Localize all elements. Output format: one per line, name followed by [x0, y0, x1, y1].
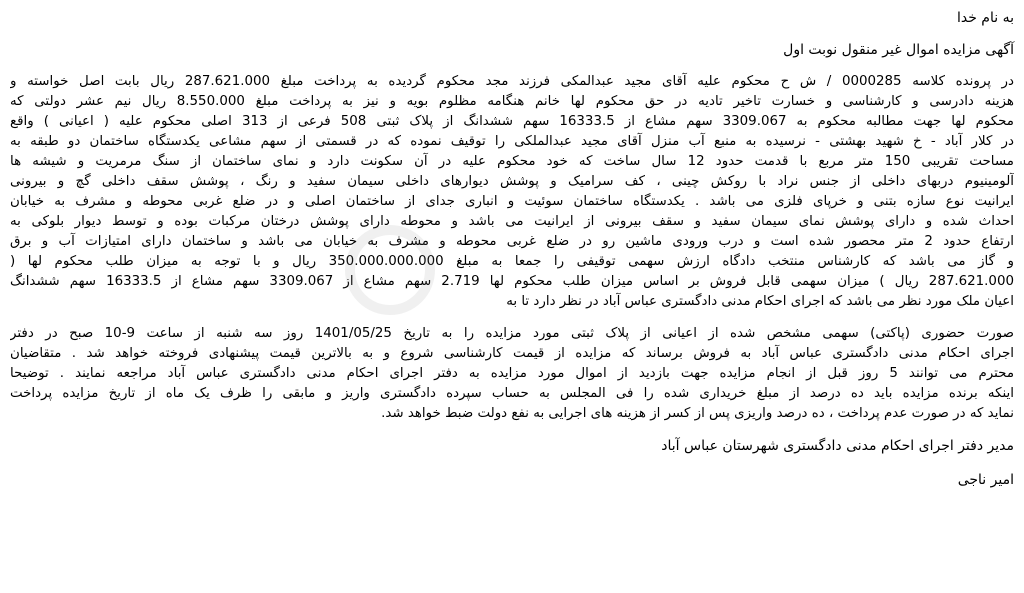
paragraph-case-details	[10, 72, 1014, 312]
paragraph-line: و گاز می باشد که کارشناس منتخب دادگاه ارزش سهمی توقیفی را جمعا به مبلغ 350.000.000.000 ریال و با توجه به میزان طلب محکوم لها (	[10, 254, 1014, 269]
paragraph-line: محترم می توانند 5 روز قبل از انجام مزایده جهت بازدید از اموال مورد مزایده به دفتر اجرای احکام مدنی دادگستری عباس آباد مراجعه نمایند . توضیحا	[10, 366, 1014, 381]
paragraph-line: در پرونده کلاسه 0000285 / ش ح محکوم علیه آقای مجید عبدالمکی فرزند مجد محکوم گردیده به پرداخت مبلغ 287.621.000 ریال بابت اصل خواسته و	[10, 74, 1014, 89]
paragraph-line: نماید که در صورت عدم پرداخت ، ده درصد واریزی پس از کسر از هزینه های اجرایی به نفع دولت ضبط خواهد شد.	[381, 406, 1014, 421]
paragraph-line: اجرای احکام مدنی دادگستری عباس آباد به فروش برساند که مزایده از قیمت کارشناسی شروع و به بالاترین قیمت پیشنهادی فروخته خواهد شد . متقاضیان	[10, 346, 1014, 361]
signature-name: امیر ناجی	[957, 472, 1014, 488]
paragraph-line: محکوم لها جهت مطالبه محکوم به 3309.067 سهم مشاع از 16333.5 سهم ششدانگ از پلاک ثبتی 508 فرعی از 313 اصلی محکوم علیه ( اعیانی ) واقع	[10, 114, 1014, 129]
paragraph-line: آلومینیوم دربهای داخلی از جنس نراد با روکش چینی ، کف سرامیک و پوشش دیوارهای داخلی سیمان سفید و رنگ ، پوشش سقف داخلی گچ و بیرونی	[10, 174, 1014, 189]
paragraph-line: هزینه دادرسی و کارشناسی و خسارت تاخیر تادیه در حق محکوم لها خانم هنگامه مظلوم بویه و نیز به پرداخت مبلغ 8.550.000 ریال نیم عشر دولتی که	[10, 94, 1014, 109]
document-header: به نام خدا	[956, 10, 1014, 26]
paragraph-line: احداث شده و دارای پوشش نمای سیمان سفید و سقف بیرونی از ایرانیت می باشد و محوطه دارای پوشش درختان مرکبات بوده و توسط دیوار بلوکی به	[10, 214, 1014, 229]
paragraph-line: اینکه برنده مزایده باید ده درصد از مبلغ خریداری شده را فی المجلس به حساب سپرده دادگستری واریز و مابقی را ظرف یک ماه از تاریخ مزایده پرداخت	[10, 386, 1014, 401]
paragraph-line: مساحت تقریبی 150 متر مربع با قدمت حدود 12 سال ساخت که خود محکوم علیه در آن سکونت دارد و نمای ساختمان از سنگ مرمریت و شیشه ها	[10, 154, 1014, 169]
paragraph-line: صورت حضوری (پاکتی) سهمی مشخص شده از اعیانی از پلاک ثبتی مورد مزایده را به تاریخ 1401/05/25 روز سه شنبه از ساعت 9-10 صبح در دفتر	[10, 326, 1014, 341]
paragraph-line: در کلار آباد - خ شهید بهشتی - نرسیده به منبع آب منزل آقای مجید عبدالملکی را توقیف نموده که در قسمتی از سهم مشاعی یکدستگاه ساختمان دو طبقه به	[10, 134, 1014, 149]
document-title: آگهی مزایده اموال غیر منقول نوبت اول	[783, 42, 1014, 58]
paragraph-line: 287.621.000 ریال ) میزان سهمی قابل فروش بر اساس میزان طلب محکوم لها 2.719 سهم مشاع از 3309.067 سهم مشاع از 16333.5 سهم ششدانگ	[10, 274, 1014, 289]
paragraph-auction-terms	[10, 324, 1014, 424]
paragraph-line: ایرانیت نوع سازه بتنی و خرپای فلزی می باشد . یکدستگاه ساختمان سوئیت و انباری جدای از ساختمان اصلی و در ضلع غربی محوطه و مشرف به خیابان	[10, 194, 1014, 209]
paragraph-line: ارتفاع حدود 2 متر محصور شده است و درب ورودی ماشین رو در ضلع غربی محوطه و مشرف به خیابان می باشد و ساختمان دارای امتیازات آب و برق	[10, 234, 1014, 249]
signature-title: مدیر دفتر اجرای احکام مدنی دادگستری شهرستان عباس آباد	[661, 438, 1014, 454]
paragraph-line: اعیان ملک مورد نظر می باشد که اجرای احکام مدنی دادگستری عباس آباد در نظر دارد تا به	[506, 294, 1014, 309]
